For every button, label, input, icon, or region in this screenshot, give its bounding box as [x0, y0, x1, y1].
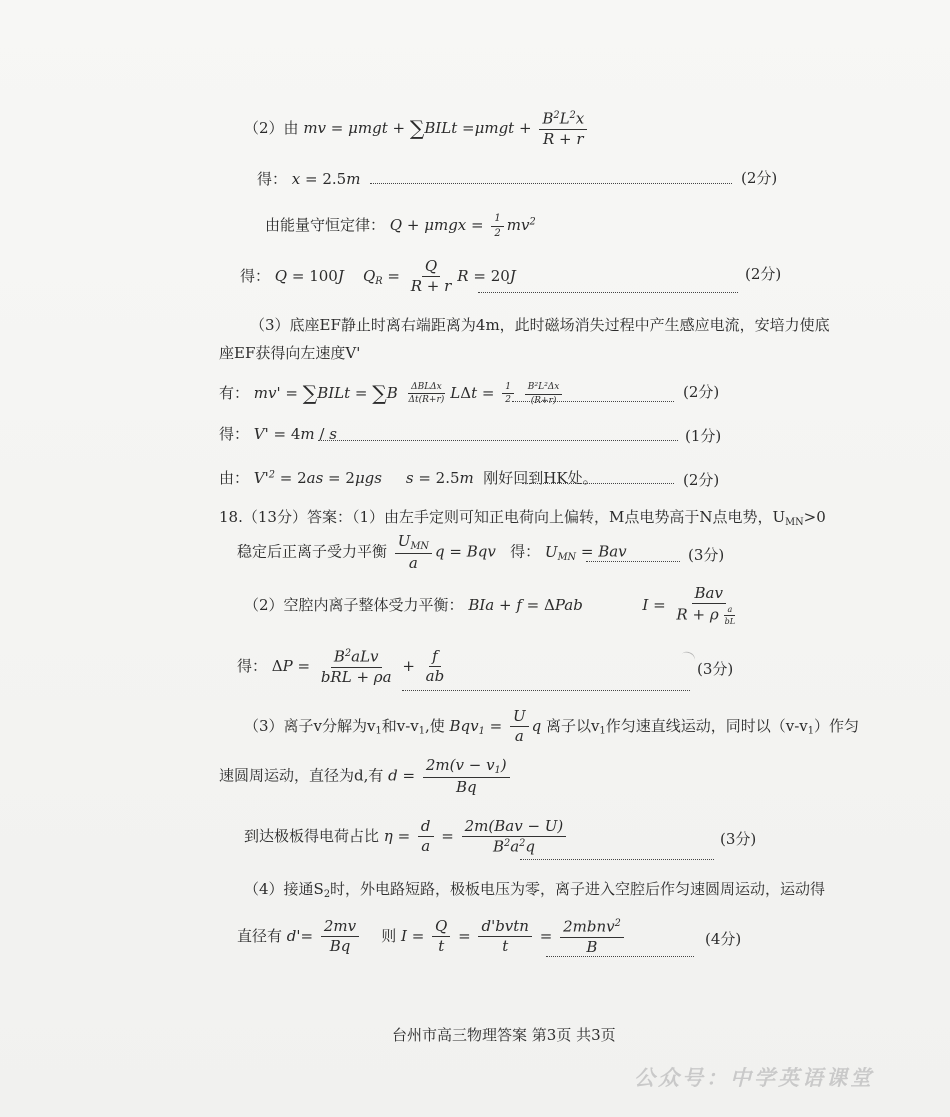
watermark: 公众号：中学英语课堂 [634, 1065, 874, 1090]
line-label: 得： [510, 542, 541, 561]
line-label: 速圆周运动，直径为d,有 [219, 766, 384, 785]
score-label: (4分) [705, 930, 742, 948]
score-label: (1分) [685, 427, 722, 445]
line-text: ）作匀 [813, 716, 859, 735]
line-text: 和v-v [381, 716, 419, 735]
line-text: （3）离子v分解为v [244, 716, 376, 735]
line-text: ,使 [424, 716, 445, 735]
line-text: 离子以v [546, 716, 600, 735]
subscript: 1 [599, 725, 606, 737]
line-label: 得： [219, 425, 250, 443]
subscript: 1 [375, 725, 382, 737]
line-text: 时，外电路短路，极板电压为零，离子进入空腔后作匀速圆周运动，运动得 [330, 880, 826, 898]
diameter-line: 速圆周运动，直径为d,有 d = $\frac{2m(v - v_1)}{Bq}$ [219, 757, 513, 796]
line-label: 由能量守恒定律： [265, 216, 386, 234]
line-label: 由： [219, 469, 250, 487]
part3-description: （3）底座EF静止时离右端距离为4m，此时磁场消失过程中产生感应电流，安培力使底 [250, 316, 830, 334]
subscript: 2 [323, 888, 331, 900]
kinematics-line: 由： $V'^2 = 2as = 2\mu gs$ s = 2.5m 刚好回到HK处。 [219, 469, 598, 487]
force-balance-line: 稳定后正离子受力平衡 $\frac{U_{MN}}{a}$ q = Bqv 得： $U_{MN}$ = Bav [237, 532, 627, 573]
line-label: 有： [219, 383, 250, 402]
line-label: 则 [381, 926, 397, 945]
line-label: （2）空腔内离子整体受力平衡： [244, 595, 464, 614]
dotted-leader [546, 955, 694, 957]
line-text: 作匀速直线运动，同时以（v-v [605, 716, 808, 735]
line-label: 到达极板得电荷占比 [244, 826, 380, 845]
energy-conservation-line: 由能量守恒定律： Q + μmgx = $\frac{1}{2}$ $mv^2$ [265, 213, 536, 239]
line-label: 得： [240, 266, 271, 285]
line-label: 得： [257, 170, 288, 188]
score-label: (3分) [697, 660, 734, 678]
part4-description [244, 880, 825, 901]
score-label: (2分) [741, 169, 778, 187]
current-result-line: 直径有 d'= $\frac{2mv}{Bq}$ 则 I = $\frac{Q}{t}$ = $\frac{\text{d'bvtn}}{t}$ = $\frac{2mbnv^2}{B}$ [237, 918, 627, 956]
score-label: (2分) [745, 265, 782, 283]
score-label: (3分) [688, 546, 725, 564]
line-label: 得： [237, 656, 268, 675]
line-label: 稳定后正离子受力平衡 [237, 542, 388, 561]
line-text: （4）接通S [244, 880, 324, 898]
score-label: (2分) [683, 471, 720, 489]
line-tail: >0 [803, 508, 826, 526]
line-label: 直径有 [237, 926, 283, 945]
dotted-leader [512, 400, 674, 402]
result-v-line: 得： V' = 4m / s [219, 425, 337, 443]
page-footer: 台州市高三物理答案 第3页 共3页 [392, 1026, 616, 1044]
cavity-balance-line: （2）空腔内离子整体受力平衡： BIa + f = ΔPab I = Bav R + ρ $\frac{a}{bL}$ [244, 584, 736, 627]
line-label: （2）由 [244, 118, 299, 137]
score-label: (2分) [683, 383, 720, 401]
dotted-leader [402, 689, 690, 691]
score-label: (3分) [720, 830, 757, 848]
result-x-line: 得： x = 2.5m [257, 170, 361, 188]
line-label: 18.（13分）答案：（1）由左手定则可知正电荷向上偏转，M点电势高于N点电势，U [219, 508, 786, 526]
equation-momentum-line: （2）由 mv = μmgt + ∑BILt =μmgt + $\frac{B^2L^2x}{R + r}$ [244, 110, 590, 148]
dotted-leader [522, 482, 674, 484]
paper-mark [679, 650, 696, 666]
dotted-leader [478, 291, 738, 293]
line-note: 刚好回到HK处。 [483, 469, 598, 487]
subscript: MN [785, 516, 804, 528]
dotted-leader [520, 858, 714, 860]
subscript: 1 [807, 725, 814, 737]
velocity-decomposition-line: （3）离子v分解为$v_1$和$v-v_1$,使 Bqv$_1$ = $\frac{U}{a}$ q 离子以$v_1$作匀速直线运动，同时以$(v-v_1)$作匀 [244, 707, 859, 746]
dotted-leader [586, 560, 680, 562]
question18-header [219, 508, 826, 529]
subscript: 1 [418, 725, 425, 737]
part3-description-cont: 座EF获得向左速度V' [219, 344, 361, 362]
result-q-line: 得： Q = 100J $Q_R$ = $\frac{Q}{R + r}$ R = 20J [240, 257, 516, 296]
dotted-leader [318, 439, 678, 441]
dotted-leader [370, 182, 732, 184]
impulse-line: 有： mv' = ∑BILt = ∑B $\frac{\text{ΔBLΔx}}{\Delta t(R+r)}$ LΔt = $\frac{1}{2}$ $\frac{B^2L^2\Delta x}{(R+r)}$ [219, 381, 565, 406]
pressure-result-line: 得： ΔP = $\frac{B^2aLv}{\text{bRL + ρa}}$ + $\frac{f}{ab}$ [237, 647, 445, 686]
charge-ratio-line: 到达极板得电荷占比 η = $\frac{d}{a}$ = $\frac{\text{2m(Bav − U)}}{B^2a^2q}$ [244, 818, 569, 856]
